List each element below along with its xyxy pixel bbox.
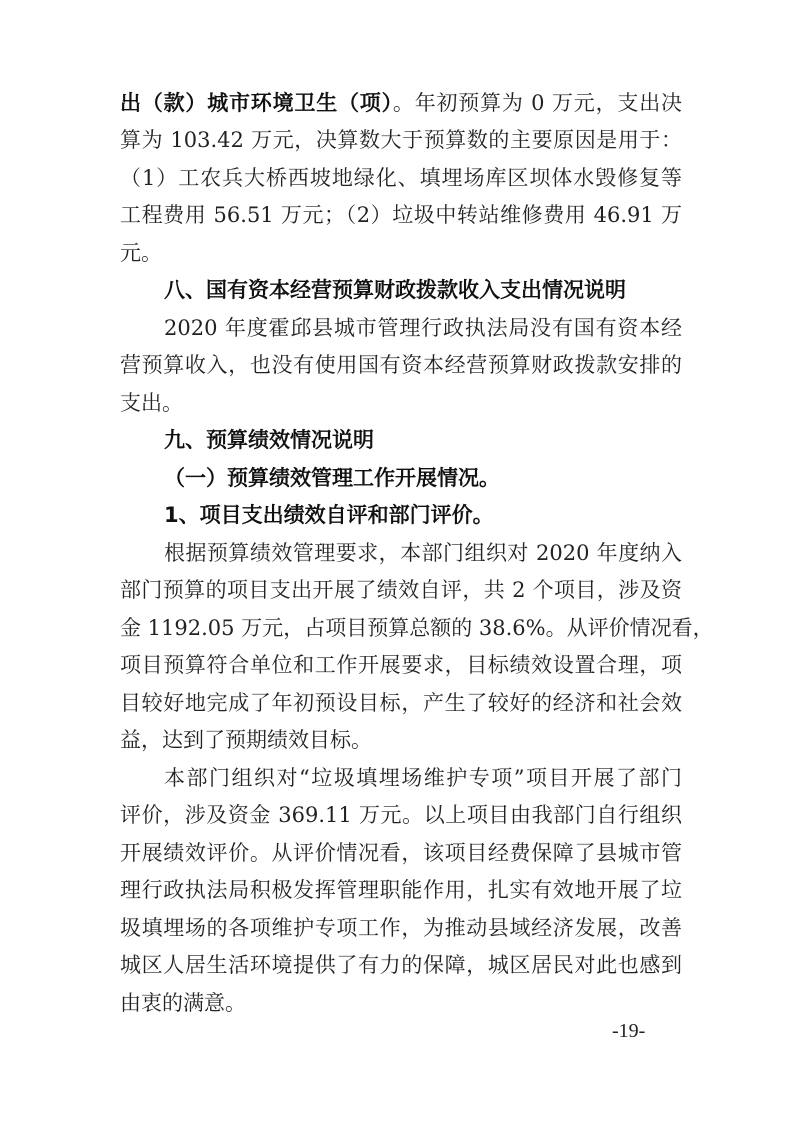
paragraph-line: 根据预算绩效管理要求，本部门组织对 2020 年度纳入 (164, 541, 682, 565)
paragraph-line: 城区人居生活环境提供了有力的保障，城区居民对此也感到 (120, 953, 682, 977)
paragraph-line: 工程费用 56.51 万元；（2）垃圾中转站维修费用 46.91 万 (120, 203, 682, 227)
paragraph-line: 算为 103.42 万元，决算数大于预算数的主要原因是用于： (120, 128, 682, 152)
subsection-heading: 1、项目支出绩效自评和部门评价。 (164, 503, 494, 527)
paragraph-line: 圾填埋场的各项维护专项工作，为推动县域经济发展，改善 (120, 916, 682, 940)
paragraph-line: 本部门组织对“垃圾填埋场维护专项”项目开展了部门 (164, 766, 682, 790)
section-heading: 八、国有资本经营预算财政拨款收入支出情况说明 (164, 278, 626, 302)
paragraph-line: 目较好地完成了年初预设目标，产生了较好的经济和社会效 (120, 691, 682, 715)
paragraph-line: 2020 年度霍邱县城市管理行政执法局没有国有资本经 (164, 316, 682, 340)
paragraph-line: 金 1192.05 万元，占项目预算总额的 38.6%。从评价情况看， (120, 616, 714, 640)
paragraph-line: 元。 (120, 241, 162, 265)
paragraph-line: 支出。 (120, 391, 183, 415)
paragraph-line: 评价，涉及资金 369.11 万元。以上项目由我部门自行组织 (120, 803, 682, 827)
section-heading: 九、预算绩效情况说明 (164, 428, 374, 452)
paragraph-line: 开展绩效评价。从评价情况看，该项目经费保障了县城市管 (120, 841, 682, 865)
paragraph-line (120, 89, 682, 117)
paragraph-line: 部门预算的项目支出开展了绩效自评，共 2 个项目，涉及资 (120, 578, 682, 602)
paragraph-line: 项目预算符合单位和工作开展要求，目标绩效设置合理，项 (120, 653, 682, 677)
subsection-heading: （一）预算绩效管理工作开展情况。 (164, 466, 500, 490)
paragraph-line: 营预算收入，也没有使用国有资本经营预算财政拨款安排的 (120, 353, 682, 377)
bold-heading-text: 出（款）城市环境卫生（项） (120, 91, 393, 115)
page-number: -19- (612, 1020, 646, 1042)
paragraph-line: 理行政执法局积极发挥管理职能作用，扎实有效地开展了垃 (120, 878, 682, 902)
paragraph-line: 益，达到了预期绩效目标。 (120, 728, 372, 752)
paragraph-line: （1）工农兵大桥西坡地绿化、填埋场库区坝体水毁修复等 (120, 166, 682, 190)
line-text: 。年初预算为 0 万元，支出决 (392, 91, 682, 115)
paragraph-line: 由衷的满意。 (120, 991, 246, 1015)
